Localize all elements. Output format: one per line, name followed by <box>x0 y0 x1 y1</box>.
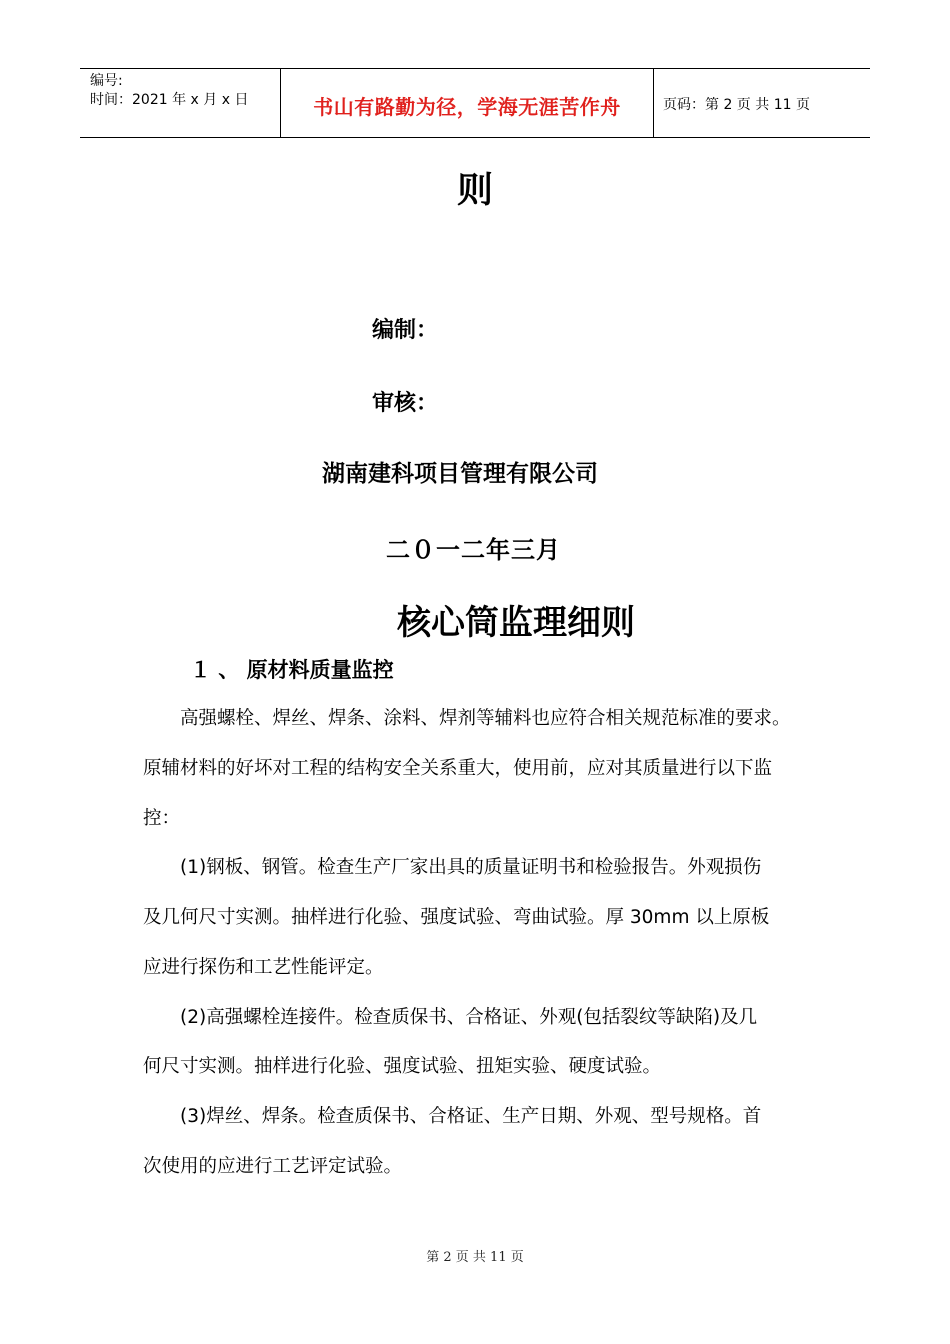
header-motto: 书山有路勤为径，学海无涯苦作舟 <box>313 95 621 119</box>
company-name: 湖南建科项目管理有限公司 <box>322 461 598 487</box>
header-motto-cell <box>281 69 654 137</box>
header-table <box>80 68 870 138</box>
header-page-info: 页码：第 2 页 共 11 页 <box>663 97 810 113</box>
document-title: 核心筒监理细则 <box>397 603 635 643</box>
paragraph-line: 高强螺栓、焊丝、焊条、涂料、焊剂等辅料也应符合相关规范标准的要求。 <box>143 708 791 729</box>
document-number-label: 编号: <box>90 73 123 89</box>
paragraph-line: (3)焊丝、焊条。检查质保书、合格证、生产日期、外观、型号规格。首 <box>143 1106 762 1127</box>
paragraph-line: (2)高强螺栓连接件。检查质保书、合格证、外观(包括裂纹等缺陷)及几 <box>143 1007 758 1028</box>
paragraph-line: 原辅材料的好坏对工程的结构安全关系重大，使用前，应对其质量进行以下监 <box>143 758 773 779</box>
paragraph-line: 次使用的应进行工艺评定试验。 <box>143 1156 403 1177</box>
paragraph-line: 应进行探伤和工艺性能评定。 <box>143 957 384 978</box>
compiled-by-label: 编制： <box>372 318 439 343</box>
cover-date: 二０一二年三月 <box>386 536 561 564</box>
paragraph-line: 控： <box>143 808 181 829</box>
reviewed-by-label: 审核： <box>372 391 439 416</box>
paragraph-line: 何尺寸实测。抽样进行化验、强度试验、扭矩实验、硬度试验。 <box>143 1056 662 1077</box>
page-footer: 第 2 页 共 11 页 <box>426 1250 524 1265</box>
header-meta-cell <box>80 69 281 137</box>
document-time-label: 时间：2021 年 x 月 x 日 <box>90 92 249 108</box>
cover-title-fragment: 则 <box>456 170 493 211</box>
paragraph-line: 及几何尺寸实测。抽样进行化验、强度试验、弯曲试验。厚 30mm 以上原板 <box>143 907 770 928</box>
section-heading: １ 、 原材料质量监控 <box>190 658 394 682</box>
paragraph-line: (1)钢板、钢管。检查生产厂家出具的质量证明书和检验报告。外观损伤 <box>143 857 762 878</box>
